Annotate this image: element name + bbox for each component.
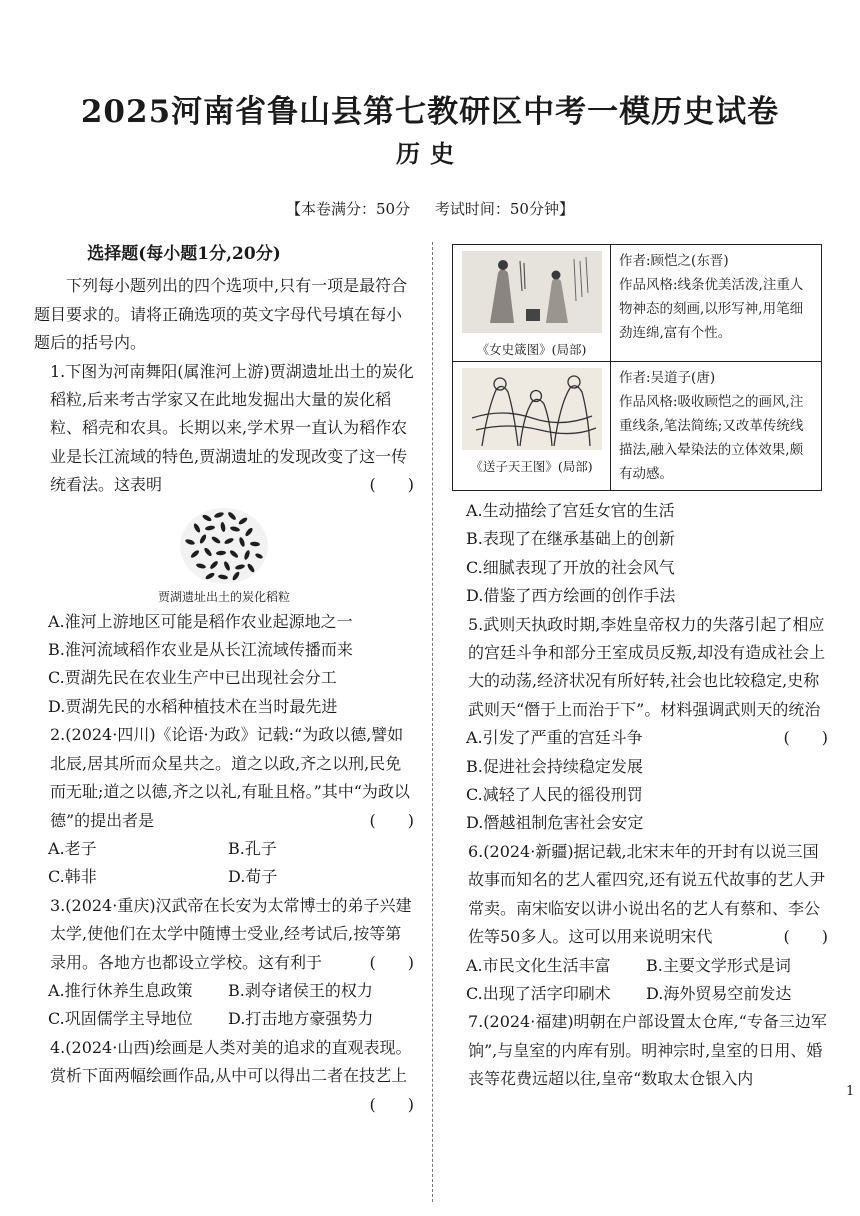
q6-option-b[interactable]: B.主要文学形式是词 xyxy=(646,955,791,975)
q3-options-row-1 xyxy=(34,977,414,1005)
question-5-stem: 5.武则天执政时期,李姓皇帝权力的失落引起了相应的宫廷斗争和部分王室成员反叛,却没有造成社会上大的动荡,经济状况有所好转,社会也比较稳定,史称武则天“僭于上而治于下”。材料强调武则天的统治 xyxy=(468,614,826,719)
page-subtitle: 历史 xyxy=(396,139,464,168)
table-row xyxy=(453,245,822,362)
exam-meta xyxy=(0,198,860,219)
q4-option-d[interactable]: D.借鉴了西方绘画的创作手法 xyxy=(466,586,676,606)
section-instruction: 下列每小题列出的四个选项中,只有一项是最符合题目要求的。请将正确选项的英文字母代号填在每小题后的括号内。 xyxy=(34,276,408,353)
q4-option-c[interactable]: C.细腻表现了开放的社会风气 xyxy=(466,557,675,577)
q3-options-row-2 xyxy=(34,1005,414,1033)
question-2-stem: 2.(2024·四川)《论语·为政》记载:“为政以德,譬如北辰,居其所而众星共之。道之以政,齐之以刑,民免而无耻;道之以德,齐之以礼,有耻且格。”其中“为政以德”的提出者是 xyxy=(50,725,410,830)
painting-1-caption: 《女史箴图》(局部) xyxy=(476,342,587,357)
q6-options-row-1 xyxy=(452,952,828,980)
answer-blank[interactable]: ( ) xyxy=(369,810,414,830)
q2-option-a[interactable]: A.老子 xyxy=(48,838,97,858)
right-column xyxy=(452,244,828,1094)
page-number: 1 xyxy=(846,1084,855,1099)
q2-options-row-1 xyxy=(34,835,414,863)
painting-1-cell xyxy=(453,245,611,362)
q6-option-a[interactable]: A.市民文化生活丰富 xyxy=(466,955,611,975)
full-score: 【本卷满分：50分 xyxy=(286,200,411,218)
q1-option-b[interactable]: B.淮河流域稻作农业是从长江流域传播而来 xyxy=(48,640,353,660)
exam-time: 考试时间：50分钟】 xyxy=(434,200,574,218)
q6-options-row-2 xyxy=(452,980,828,1008)
q1-option-c[interactable]: C.贾湖先民在农业生产中已出现社会分工 xyxy=(48,668,337,688)
q4-option-b[interactable]: B.表现了在继承基础上的创新 xyxy=(466,529,675,549)
q1-option-a[interactable]: A.淮河上游地区可能是稻作农业起源地之一 xyxy=(48,611,353,631)
question-6 xyxy=(452,838,828,952)
q4-option-a[interactable]: A.生动描绘了宫廷女官的生活 xyxy=(466,501,675,520)
page-title: 2025河南省鲁山县第七教研区中考一模历史试卷 xyxy=(80,94,780,130)
column-divider xyxy=(432,242,433,1202)
painting-2-author: 作者:吴道子(唐) xyxy=(619,370,716,386)
table-row xyxy=(453,362,822,491)
question-1-stem: 1.下图为河南舞阳(属淮河上游)贾湖遗址出土的炭化稻粒,后来考古学家又在此地发掘出大量的炭化稻粒、稻壳和农具。长期以来,学术界一直认为稻作农业是长江流域的特色,贾湖遗址的发现改变了这一传统看法。这表明 xyxy=(50,361,414,495)
q5-option-a[interactable]: A.引发了严重的宫廷斗争 xyxy=(466,728,643,748)
question-7 xyxy=(452,1008,828,1093)
painting-2-style: 作品风格:吸收顾恺之的画风,注重线条,笔法简练;又改革传统线描法,融入晕染法的立体效果,颇有动感。 xyxy=(619,394,804,482)
painting-1-style: 作品风格:线条优美活泼,注重人物神态的刻画,以形写神,用笔细劲连绵,富有个性。 xyxy=(619,277,804,341)
question-3 xyxy=(34,892,414,977)
painting-1-info xyxy=(611,245,822,362)
songzi-tianwangtu-image xyxy=(462,368,602,450)
question-6-stem: 6.(2024·新疆)据记载,北宋末年的开封有以说三国故事而知名的艺人霍四究,还有说五代故事的艺人尹常卖。南宋临安以讲小说出名的艺人有蔡和、李公佐等50多人。这可以用来说明宋代 xyxy=(468,841,826,947)
q3-option-c[interactable]: C.巩固儒学主导地位 xyxy=(48,1009,193,1029)
q3-option-b[interactable]: B.剥夺诸侯王的权力 xyxy=(228,980,373,1000)
painting-comparison-table xyxy=(452,244,822,491)
q2-option-b[interactable]: B.孔子 xyxy=(228,838,277,858)
q2-options-row-2 xyxy=(34,863,414,891)
rice-figure-caption: 贾湖遗址出土的炭化稻粒 xyxy=(157,589,290,604)
answer-blank[interactable]: ( ) xyxy=(369,475,414,495)
left-column xyxy=(34,240,414,1119)
q2-option-c[interactable]: C.韩非 xyxy=(48,867,97,887)
q5-option-d[interactable]: D.僭越祖制危害社会安定 xyxy=(466,813,644,833)
painting-2-info xyxy=(611,362,822,491)
answer-blank[interactable]: ( ) xyxy=(369,952,414,972)
question-1 xyxy=(34,358,414,500)
section-title: 选择题(每小题1分,20分) xyxy=(87,244,281,264)
painting-1-author: 作者:顾恺之(东晋) xyxy=(619,253,729,269)
q2-option-d[interactable]: D.荀子 xyxy=(228,867,278,887)
painting-2-caption: 《送子天王图》(局部) xyxy=(470,459,593,474)
question-2 xyxy=(34,721,414,835)
q1-option-d[interactable]: D.贾湖先民的水稻种植技术在当时最先进 xyxy=(48,696,338,716)
q5-option-c[interactable]: C.减轻了人民的徭役刑罚 xyxy=(466,785,643,805)
q6-option-c[interactable]: C.出现了活字印刷术 xyxy=(466,983,611,1003)
question-4 xyxy=(34,1034,414,1114)
answer-blank[interactable]: ( ) xyxy=(783,728,828,748)
question-4-stem: 4.(2024·山西)绘画是人类对美的追求的直观表现。赏析下面两幅绘画作品,从中可以得出二者在技艺上 xyxy=(50,1037,412,1086)
carbonized-rice-image xyxy=(177,506,271,586)
q5-option-b[interactable]: B.促进社会持续稳定发展 xyxy=(466,756,643,776)
question-3-stem: 3.(2024·重庆)汉武帝在长安为太常博士的弟子兴建太学,使他们在太学中随博士受业,经考试后,按等第录用。各地方也都设立学校。这有利于 xyxy=(50,895,412,972)
question-7-stem: 7.(2024·福建)明朝在户部设置太仓库,“专备三边军饷”,与皇室的内库有别。明神宗时,皇室的日用、婚丧等花费远超以往,皇帝“数取太仓银入内 xyxy=(468,1012,827,1089)
painting-2-cell xyxy=(453,362,611,491)
answer-blank[interactable]: ( ) xyxy=(783,927,828,947)
rice-figure xyxy=(34,506,414,606)
q3-option-d[interactable]: D.打击地方豪强势力 xyxy=(228,1009,374,1029)
q3-option-a[interactable]: A.推行休养生息政策 xyxy=(48,980,193,1000)
q6-option-d[interactable]: D.海外贸易空前发达 xyxy=(646,983,792,1003)
answer-blank[interactable]: ( ) xyxy=(369,1094,414,1114)
nushi-zhentu-image xyxy=(462,251,602,333)
